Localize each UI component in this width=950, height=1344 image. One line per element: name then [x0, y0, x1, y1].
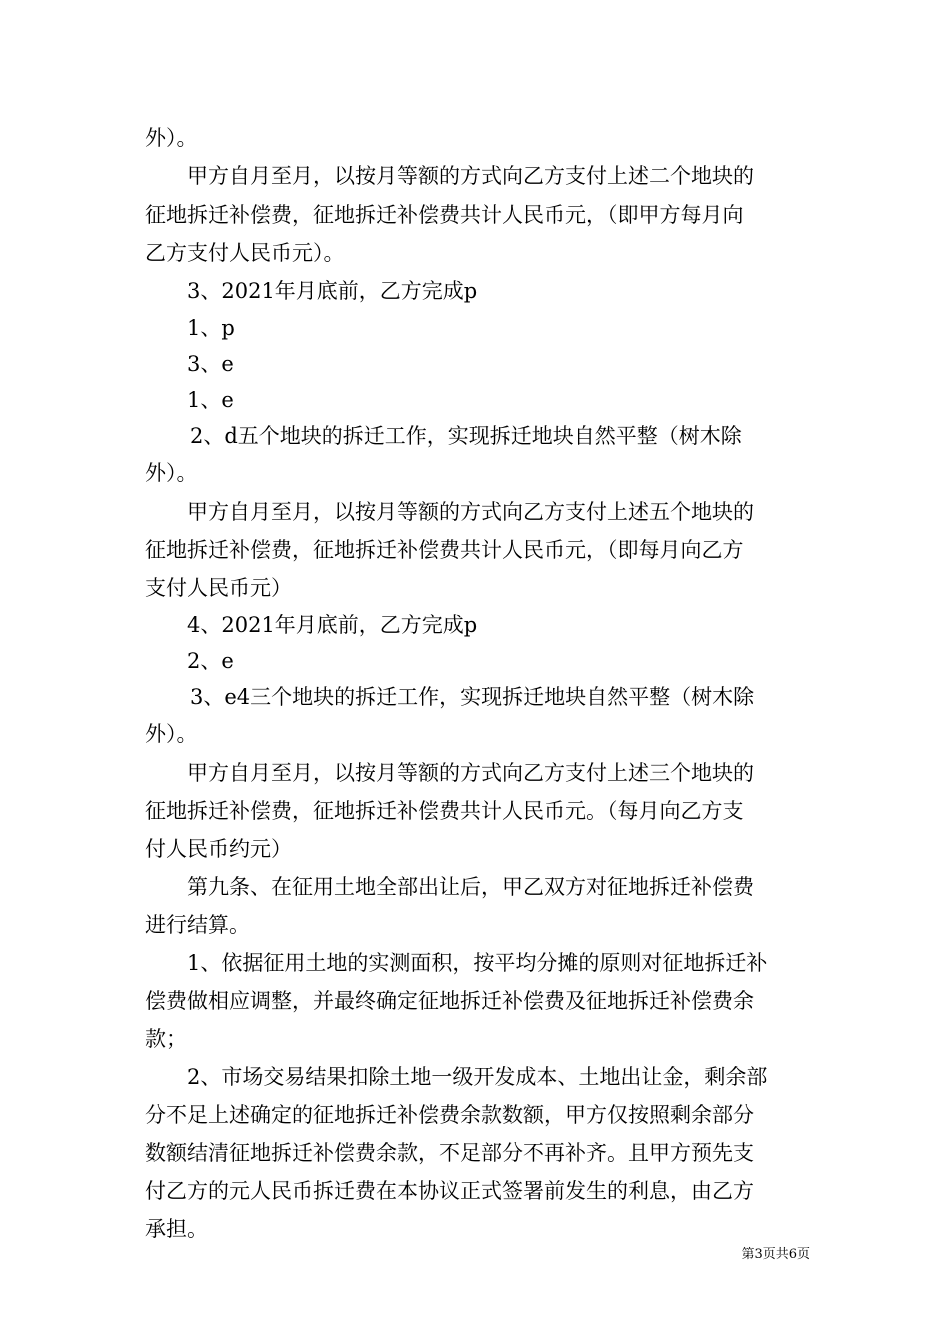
text-line: 承担。: [145, 1217, 208, 1241]
text-line: 2、d五个地块的拆迁工作，实现拆迁地块自然平整（树木除: [190, 424, 742, 448]
text-line: 第九条、在征用土地全部出让后，甲乙双方对征地拆迁补偿费: [187, 875, 754, 899]
text-line: 乙方支付人民币元）。: [145, 241, 345, 265]
text-line: 外）。: [145, 126, 198, 150]
text-line: 征地拆迁补偿费，征地拆迁补偿费共计人民币元，（即每月向乙方: [145, 538, 744, 562]
text-line: 进行结算。: [145, 913, 250, 937]
text-line: 1、p: [187, 316, 235, 340]
text-line: 付人民币约元）: [145, 837, 292, 861]
text-line: 3、2021年月底前，乙方完成p: [187, 279, 478, 303]
text-line: 1、e: [187, 388, 234, 412]
text-line: 数额结清征地拆迁补偿费余款，不足部分不再补齐。且甲方预先支: [145, 1141, 754, 1165]
page-number: 第3页共6页: [741, 1247, 810, 1262]
text-line: 甲方自月至月，以按月等额的方式向乙方支付上述二个地块的: [187, 164, 754, 188]
text-line: 3、e4三个地块的拆迁工作，实现拆迁地块自然平整（树木除: [190, 685, 755, 709]
text-line: 甲方自月至月，以按月等额的方式向乙方支付上述五个地块的: [187, 500, 754, 524]
text-line: 款；: [145, 1027, 187, 1051]
text-line: 支付人民币元）: [145, 576, 292, 600]
text-line: 偿费做相应调整，并最终确定征地拆迁补偿费及征地拆迁补偿费余: [145, 989, 754, 1013]
text-line: 外）。: [145, 722, 198, 746]
text-line: 甲方自月至月，以按月等额的方式向乙方支付上述三个地块的: [187, 761, 754, 785]
text-line: 4、2021年月底前，乙方完成p: [187, 613, 478, 637]
text-line: 分不足上述确定的征地拆迁补偿费余款数额，甲方仅按照剩余部分: [145, 1103, 754, 1127]
text-line: 外）。: [145, 461, 198, 485]
text-line: 2、市场交易结果扣除土地一级开发成本、土地出让金，剩余部: [187, 1065, 768, 1089]
text-line: 付乙方的元人民币拆迁费在本协议正式签署前发生的利息，由乙方: [145, 1179, 754, 1203]
text-line: 3、e: [187, 352, 234, 376]
text-line: 征地拆迁补偿费，征地拆迁补偿费共计人民币元。（每月向乙方支: [145, 799, 744, 823]
text-line: 2、e: [187, 649, 234, 673]
text-line: 1、依据征用土地的实测面积，按平均分摊的原则对征地拆迁补: [187, 951, 768, 975]
text-line: 征地拆迁补偿费，征地拆迁补偿费共计人民币元，（即甲方每月向: [145, 203, 744, 227]
